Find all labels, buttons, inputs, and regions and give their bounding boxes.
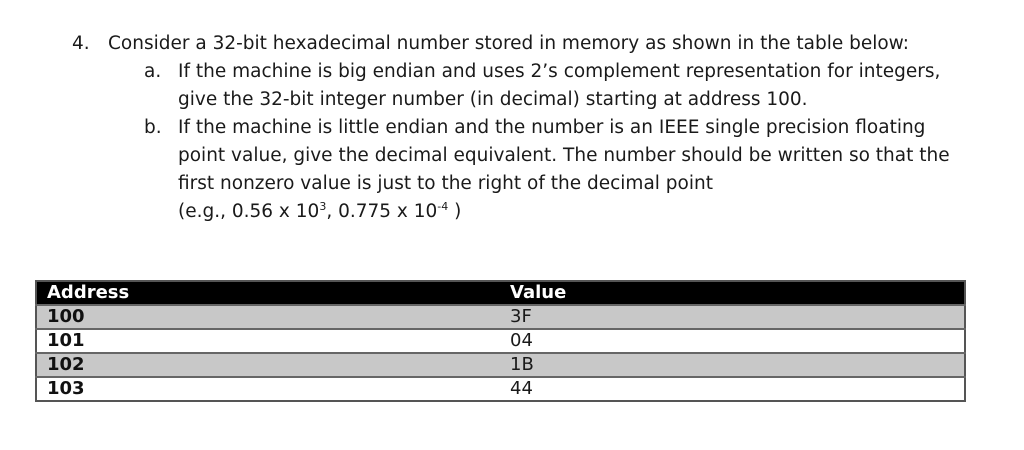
part-a-label: a. <box>144 61 162 82</box>
part-b-body <box>178 114 972 226</box>
table-header-row <box>36 281 965 305</box>
address-header: Address <box>36 281 510 305</box>
part-a <box>144 58 972 114</box>
example-middle: , 0.775 x 10 <box>326 201 438 222</box>
question-text: Consider a 32-bit hexadecimal number stored in memory as shown in the table below: <box>108 33 910 54</box>
part-b-text: If the machine is little endian and the number is an IEEE single precision floating point value, give the decimal equivalent. The number should be written so that the first nonzero value is just to the right of the decimal point <box>178 117 950 194</box>
example-suffix: ) <box>448 201 462 222</box>
example-exponent-2: -4 <box>437 200 449 213</box>
example-prefix: (e.g., 0.56 x 10 <box>178 201 320 222</box>
value-cell: 3F <box>510 305 965 329</box>
table-row <box>36 305 965 329</box>
example-exponent-1: 3 <box>319 200 327 213</box>
question-stem <box>72 30 972 58</box>
question-4 <box>72 30 972 226</box>
value-header: Value <box>510 281 965 305</box>
table-row <box>36 353 965 377</box>
value-cell: 44 <box>510 377 965 401</box>
table-row <box>36 329 965 353</box>
address-cell: 103 <box>36 377 510 401</box>
address-cell: 101 <box>36 329 510 353</box>
part-b <box>144 114 972 226</box>
part-b-label: b. <box>144 117 162 138</box>
part-a-text: If the machine is big endian and uses 2’s complement representation for integers, give the 32-bit integer number (in decimal) starting at address 100. <box>178 61 941 110</box>
value-cell: 04 <box>510 329 965 353</box>
table-row <box>36 377 965 401</box>
part-b-example <box>178 201 461 222</box>
value-cell: 1B <box>510 353 965 377</box>
memory-table <box>35 280 966 402</box>
address-cell: 100 <box>36 305 510 329</box>
question-number: 4. <box>72 33 90 54</box>
address-cell: 102 <box>36 353 510 377</box>
